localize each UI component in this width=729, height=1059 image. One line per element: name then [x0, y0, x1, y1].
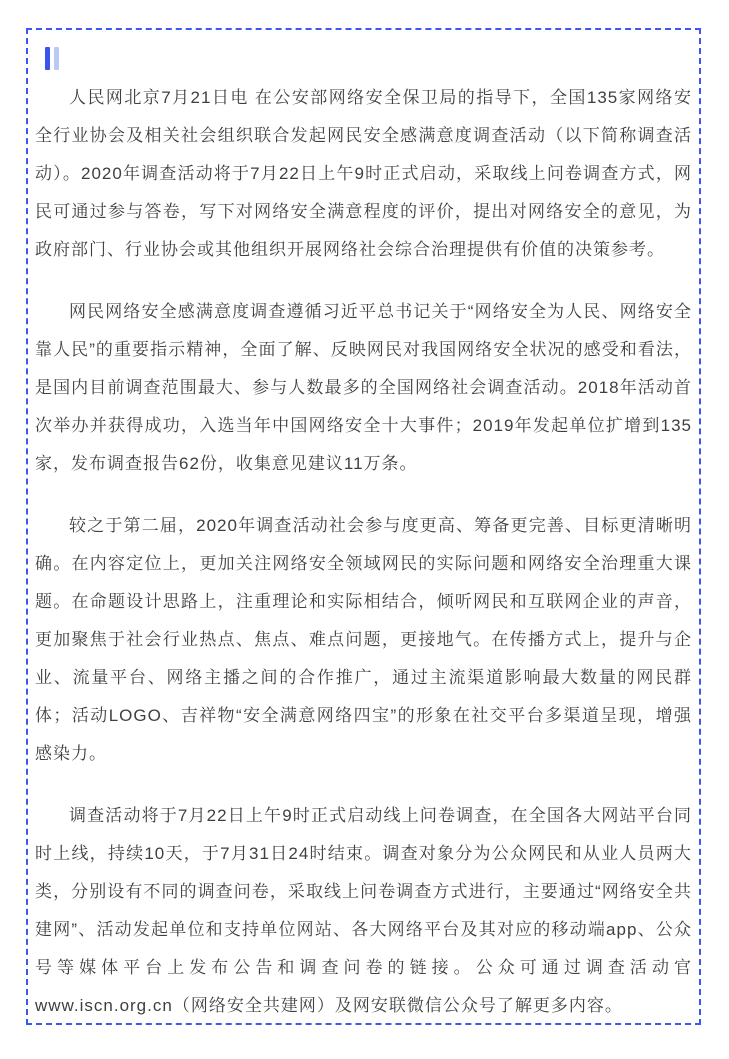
quote-bar-dark-icon — [45, 47, 50, 70]
quote-bar-light-icon — [54, 47, 59, 70]
quote-bars-icon — [45, 47, 692, 70]
dashed-border-frame — [26, 28, 701, 1025]
paragraph-improvements: 较之于第二届，2020年调查活动社会参与度更高、筹备更完善、目标更清晰明确。在内容定位上，更加关注网络安全领域网民的实际问题和网络安全治理重大课题。在命题设计思路上，注重理论和实际相结合，倾听网民和互联网企业的声音，更加聚焦于社会行业热点、焦点、难点问题，更接地气。在传播方式上，提升与企业、流量平台、网络主播之间的合作推广，通过主流渠道影响最大数量的网民群体；活动LOGO、吉祥物“安全满意网络四宝”的形象在社交平台多渠道呈现，增强感染力。 — [35, 516, 692, 763]
article-body — [35, 79, 692, 1025]
paragraph-schedule: 调查活动将于7月22日上午9时正式启动线上问卷调查，在全国各大网站平台同时上线，持续10天，于7月31日24时结束。调查对象分为公众网民和从业人员两大类，分别设有不同的调查问卷，采取线上问卷调查方式进行，主要通过“网络安全共建网”、活动发起单位和支持单位网站、各大网络平台及其对应的移动端app、公众号等媒体平台上发布公告和调查问卷的链接。公众可通过调查活动官www.iscn.org.cn（网络安全共建网）及网安联微信公众号了解更多内容。 — [35, 806, 692, 1015]
paragraph-background: 网民网络安全感满意度调查遵循习近平总书记关于“网络安全为人民、网络安全靠人民”的重要指示精神，全面了解、反映网民对我国网络安全状况的感受和看法，是国内目前调查范围最大、参与人数最多的全国网络社会调查活动。2018年活动首次举办并获得成功，入选当年中国网络安全十大事件；2019年发起单位扩增到135家，发布调查报告62份，收集意见建议11万条。 — [35, 302, 692, 473]
paragraph-intro: 人民网北京7月21日电 在公安部网络安全保卫局的指导下，全国135家网络安全行业协会及相关社会组织联合发起网民安全感满意度调查活动（以下简称调查活动）。2020年调查活动将于7月22日上午9时正式启动，采取线上问卷调查方式，网民可通过参与答卷，写下对网络安全满意程度的评价，提出对网络安全的意见，为政府部门、行业协会或其他组织开展网络社会综合治理提供有价值的决策参考。 — [35, 88, 692, 259]
